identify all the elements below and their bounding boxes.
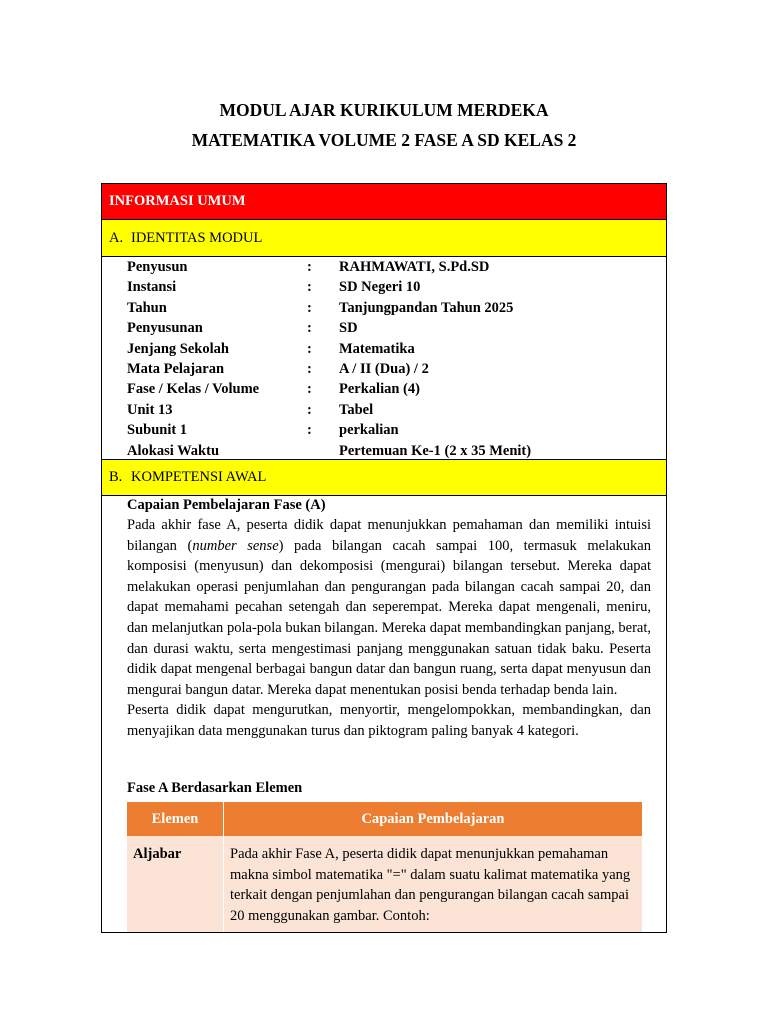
identitas-colon: :: [307, 279, 312, 296]
identitas-colon: :: [307, 381, 312, 398]
identitas-key: Penyusunan: [127, 320, 203, 337]
document-title: MODUL AJAR KURIKULUM MERDEKA: [219, 100, 549, 120]
identitas-value: Perkalian (4): [339, 381, 420, 398]
kompetensi-awal-content: [127, 495, 651, 742]
cp-paragraph-2: Peserta didik dapat mengurutkan, menyortir, mengelompokkan, membandingkan, dan menyajikan data menggunakan turus dan piktogram paling banyak 4 kategori.: [127, 702, 651, 739]
document-subtitle: MATEMATIKA VOLUME 2 FASE A SD KELAS 2: [191, 130, 577, 150]
identitas-colon: :: [307, 360, 312, 377]
identitas-value: Pertemuan Ke-1 (2 x 35 Menit): [339, 442, 532, 459]
table-row: [127, 836, 643, 933]
informasi-umum-label: INFORMASI UMUM: [109, 193, 246, 209]
identitas-value: Tabel: [339, 401, 374, 418]
cp-text: Pada akhir fase A, peserta didik dapat menunjukkan pemahaman dan memiliki intuisi bilangan (: [127, 517, 651, 554]
identitas-key: Penyusun: [127, 259, 188, 275]
identitas-colon: :: [307, 340, 312, 357]
identitas-row: [127, 420, 657, 440]
elemen-cell: Aljabar: [127, 836, 224, 933]
identitas-key: Instansi: [127, 279, 177, 296]
identitas-key: Subunit 1: [127, 422, 188, 439]
identitas-value: Matematika: [339, 340, 415, 357]
section-b-header: [102, 459, 666, 496]
column-header-elemen: Elemen: [127, 802, 224, 836]
informasi-umum-bar: [102, 184, 666, 220]
identitas-row: [127, 339, 657, 359]
module-frame: [101, 183, 667, 933]
identitas-key: Unit 13: [127, 401, 173, 418]
identitas-colon: :: [307, 259, 312, 275]
identitas-colon: :: [307, 401, 312, 418]
identitas-value: A / II (Dua) / 2: [339, 360, 429, 377]
cp-italic-term: number sense: [192, 537, 279, 554]
elemen-heading: Fase A Berdasarkan Elemen: [127, 780, 303, 796]
capaian-cell: Pada akhir Fase A, peserta didik dapat menunjukkan pemahaman makna simbol matematika "=" dalam suatu kalimat matematika yang terkait dengan penjumlahan dan pengurangan bilangan cacah sampai 20 menggunakan gambar. Contoh:: [224, 836, 643, 933]
identitas-row: [127, 400, 657, 420]
cp-paragraph-1: [127, 515, 651, 700]
identitas-row: [127, 318, 657, 338]
column-header-capaian: Capaian Pembelajaran: [224, 802, 643, 836]
identitas-row: [127, 257, 657, 277]
identitas-key: Jenjang Sekolah: [127, 340, 229, 357]
identitas-colon: :: [307, 320, 312, 337]
cp-text: ) pada bilangan cacah sampai 100, termasuk melakukan komposisi (menyusun) dan dekomposisi (mengurai) bilangan tersebut. Mereka dapat melakukan operasi penjumlahan dan pengurangan pada bilangan cacah sampai 20, dan dapat memahami pecahan setengah dan seperempat. Mereka dapat mengenali, meniru, dan melanjutkan pola-pola bukan bilangan. Mereka dapat membandingkan panjang, berat, dan durasi waktu, serta mengestimasi panjang menggunakan satuan tidak baku. Peserta didik dapat mengenal berbagai bangun datar dan bangun ruang, serta dapat menyusun dan mengurai bangun datar. Mereka dapat menentukan posisi benda terhadap benda lain.: [127, 537, 651, 698]
cp-heading: Capaian Pembelajaran Fase (A): [127, 497, 326, 513]
table-header-row: [127, 802, 643, 836]
section-b-title: KOMPETENSI AWAL: [131, 469, 267, 485]
section-b-letter: B.: [109, 469, 123, 485]
identitas-row: [127, 359, 657, 379]
identitas-colon: :: [307, 299, 312, 316]
elemen-table: [127, 802, 643, 933]
section-a-title: IDENTITAS MODUL: [131, 229, 263, 246]
identitas-value: SD Negeri 10: [339, 279, 421, 296]
identitas-value: perkalian: [339, 422, 399, 439]
identitas-row: [127, 379, 657, 399]
identitas-key: Mata Pelajaran: [127, 360, 225, 377]
identitas-list: [127, 257, 657, 461]
section-a-letter: A.: [109, 229, 124, 246]
identitas-value: Tanjungpandan Tahun 2025: [339, 299, 514, 316]
identitas-value: SD: [339, 320, 358, 337]
identitas-colon: :: [307, 422, 312, 439]
identitas-key: Tahun: [127, 299, 167, 316]
section-a-header: [102, 220, 666, 257]
identitas-row: [127, 441, 657, 461]
identitas-row: [127, 277, 657, 297]
identitas-value: RAHMAWATI, S.Pd.SD: [339, 259, 490, 275]
identitas-key: Fase / Kelas / Volume: [127, 381, 260, 398]
identitas-row: [127, 298, 657, 318]
identitas-key: Alokasi Waktu: [127, 442, 220, 459]
